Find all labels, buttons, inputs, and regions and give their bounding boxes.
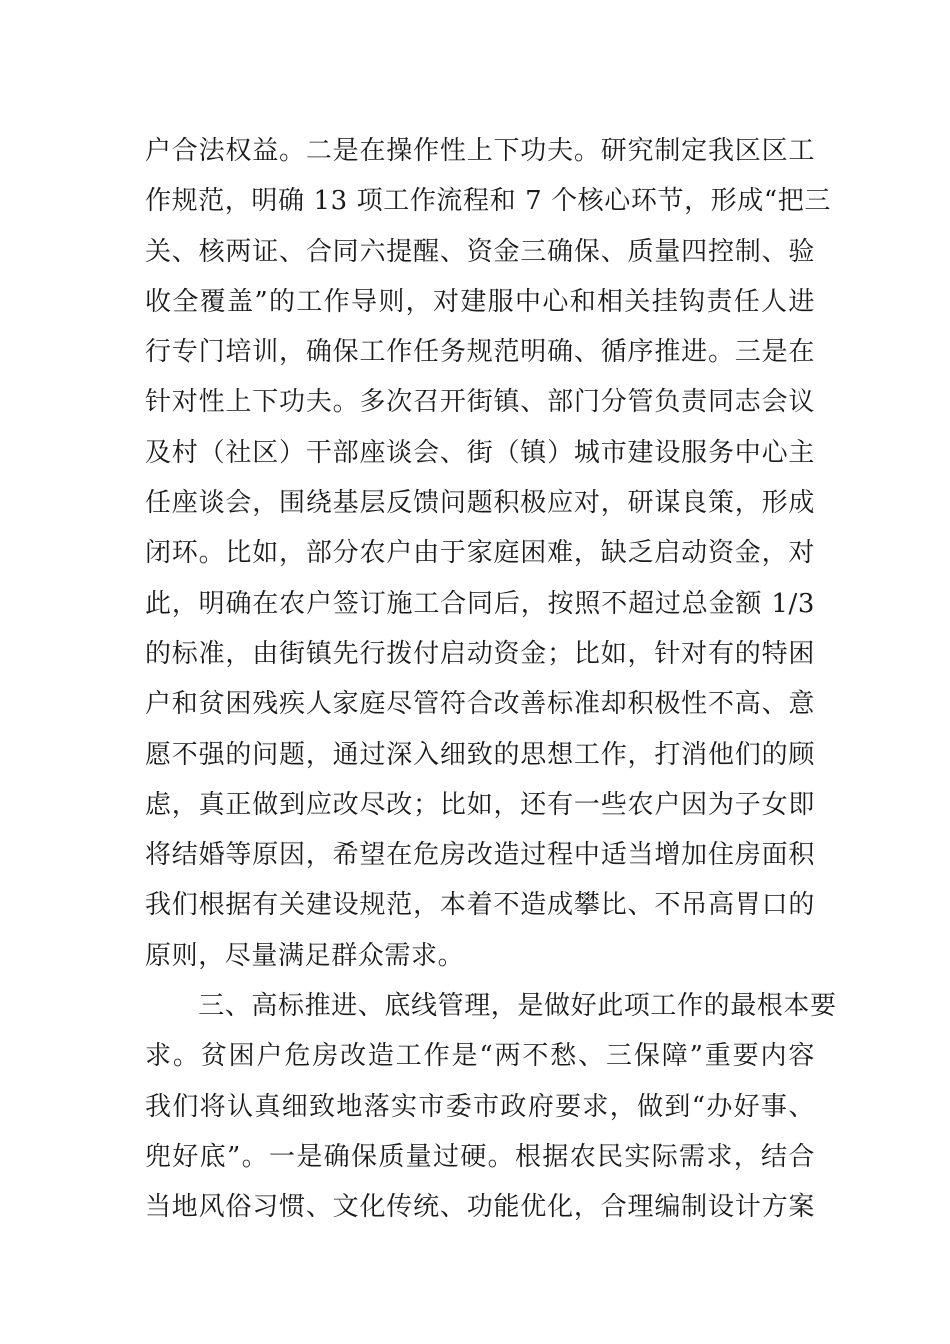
text-line: 我们将认真细致地落实市委市政府要求，做到“办好事、	[145, 1091, 815, 1122]
text-line: 及村（社区）干部座谈会、街（镇）城市建设服务中心主	[145, 437, 815, 468]
text-line: 我们根据有关建设规范，本着不造成攀比、不吊高胃口的	[145, 890, 815, 921]
text-line: 作规范，明确 13 项工作流程和 7 个核心环节，形成“把三	[145, 186, 831, 217]
text-line: 此，明确在农户签订施工合同后，按照不超过总金额 1/3	[145, 588, 815, 619]
text-line: 将结婚等原因，希望在危房改造过程中适当增加住房面积	[145, 840, 815, 871]
paragraph-start-line: 三、高标推进、底线管理，是做好此项工作的最根本要	[145, 991, 837, 1022]
text-line: 行专门培训，确保工作任务规范明确、循序推进。三是在	[145, 337, 815, 368]
text-line: 愿不强的问题，通过深入细致的思想工作，打消他们的顾	[145, 739, 815, 770]
text-line: 的标准，由街镇先行拨付启动资金；比如，针对有的特困	[145, 638, 815, 669]
body-text	[145, 126, 837, 1233]
text-line: 户和贫困残疾人家庭尽管符合改善标准却积极性不高、意	[145, 689, 815, 720]
text-line: 闭环。比如，部分农户由于家庭困难，缺乏启动资金，对	[145, 538, 815, 569]
text-line: 兜好底”。一是确保质量过硬。根据农民实际需求，结合	[145, 1141, 815, 1172]
text-line: 当地风俗习惯、文化传统、功能优化，合理编制设计方案	[145, 1192, 815, 1223]
text-line: 关、核两证、合同六提醒、资金三确保、质量四控制、验	[145, 236, 815, 267]
text-line: 收全覆盖”的工作导则，对建服中心和相关挂钩责任人进	[145, 286, 815, 317]
text-line: 户合法权益。二是在操作性上下功夫。研究制定我区区工	[145, 136, 815, 166]
text-line: 针对性上下功夫。多次召开街镇、部门分管负责同志会议	[145, 387, 815, 418]
text-line: 任座谈会，围绕基层反馈问题积极应对，研谋良策，形成	[145, 488, 815, 519]
paragraph-end-line: 原则，尽量满足群众需求。	[145, 940, 465, 971]
text-line: 求。贫困户危房改造工作是“两不愁、三保障”重要内容	[145, 1041, 815, 1072]
text-line: 虑，真正做到应改尽改；比如，还有一些农户因为子女即	[145, 789, 815, 820]
